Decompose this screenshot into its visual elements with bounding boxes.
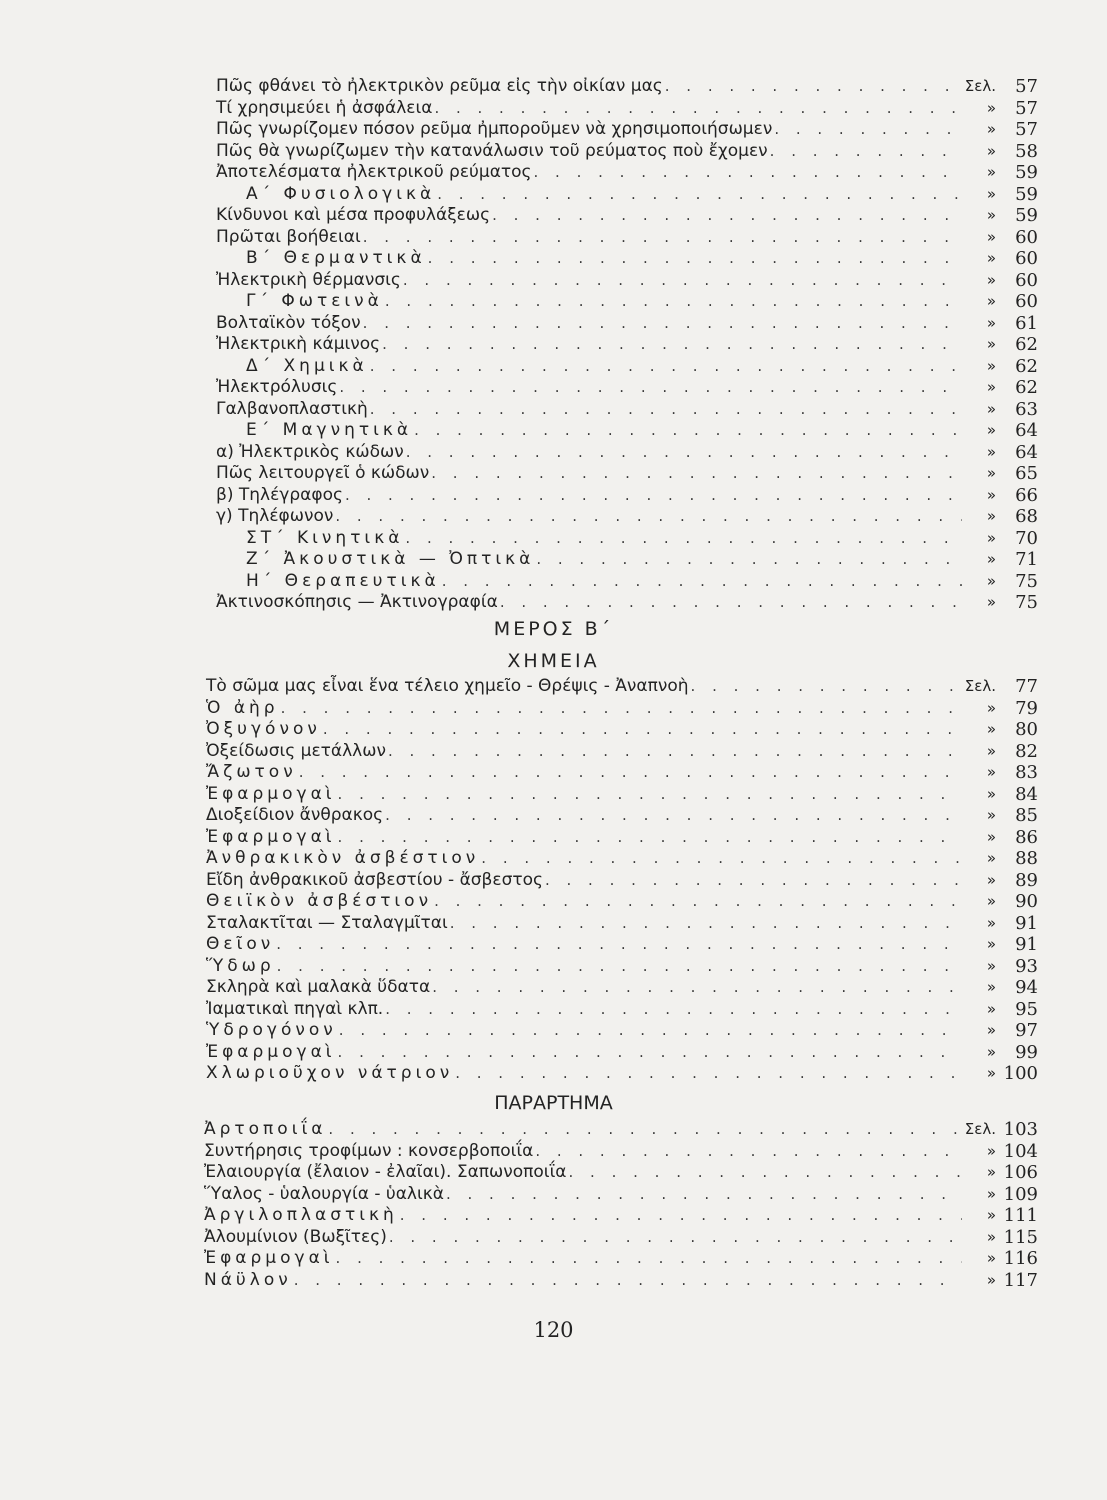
toc-entry: [206, 1020, 1038, 1042]
toc-entry-marker: »: [986, 528, 996, 547]
toc-entry: [204, 1270, 1038, 1292]
toc-entry: [204, 1205, 1038, 1227]
toc-entry-title: Ὁ ἀὴρ: [206, 697, 279, 718]
toc-entry: [216, 485, 1038, 507]
dot-leader: [455, 1063, 962, 1085]
dot-leader: [434, 891, 962, 913]
toc-entry-title: Ἠλεκτρικὴ θέρμανσις: [216, 269, 401, 290]
toc-entry-page: 115: [1003, 1226, 1038, 1248]
toc-entry: [206, 977, 1038, 999]
toc-entry-page: 95: [1015, 998, 1038, 1020]
dot-leader: [281, 698, 962, 720]
toc-entry-title: Ἀνθρακικὸν ἀσβέστιον: [206, 848, 480, 868]
toc-entry: [204, 1141, 1038, 1163]
toc-entry: [216, 141, 1038, 163]
toc-entry-page: 89: [1015, 869, 1038, 891]
toc-entry-marker: »: [986, 206, 996, 224]
toc-entry-title: Διοξείδιον ἄνθρακος: [206, 805, 384, 825]
dot-leader: [428, 248, 962, 270]
toc-entry: [216, 356, 1038, 378]
toc-entry-title: Ἀποτελέσματα ἠλεκτρικοῦ ρεύματος: [216, 162, 532, 182]
toc-entry-page: 65: [1015, 463, 1038, 484]
dot-leader: [665, 76, 962, 98]
toc-entry-marker: »: [986, 1064, 996, 1082]
toc-entry-marker: »: [986, 1021, 996, 1039]
toc-entry-title: ΣΤ΄ Κινητικὰ: [246, 527, 404, 548]
dot-leader: [299, 762, 962, 784]
dot-leader: [385, 999, 962, 1021]
dot-leader: [534, 162, 962, 184]
toc-entry: [206, 999, 1038, 1021]
toc-appendix: [204, 1119, 1038, 1291]
dot-leader: [336, 1248, 962, 1270]
toc-entry-title: Πῶς φθάνει τὸ ἠλεκτρικὸν ρεῦμα εἰς τὴν οἰκίαν μας: [216, 76, 663, 96]
toc-entry-marker: »: [986, 827, 996, 846]
toc-entry-page: 85: [1015, 805, 1038, 826]
toc-entry-title: Ὀξείδωσις μετάλλων: [206, 740, 386, 761]
part-b-heading: ΜΕΡΟΣ Β΄: [493, 618, 614, 640]
dot-leader: [446, 1184, 962, 1206]
toc-entry: [206, 848, 1038, 870]
toc-entry-title: γ) Τηλέφωνον: [216, 506, 334, 526]
toc-entry-title: Ἐφαρμογαὶ: [204, 1248, 334, 1268]
toc-entry-page: 60: [1015, 226, 1038, 248]
toc-entry: [206, 934, 1038, 956]
toc-entry-title: Ὕδωρ: [206, 955, 275, 976]
toc-entry: [216, 205, 1038, 227]
toc-entry-title: Α΄ Φυσιολογικὰ: [246, 183, 436, 204]
toc-entry: [216, 571, 1038, 593]
toc-entry-page: 59: [1015, 183, 1038, 205]
dot-leader: [385, 291, 962, 313]
toc-entry-page: 84: [1015, 783, 1038, 805]
toc-entry-page: 117: [1003, 1269, 1038, 1291]
dot-leader: [403, 270, 962, 292]
toc-entry-page: 62: [1015, 355, 1038, 377]
toc-entry-marker: »: [986, 163, 996, 181]
dot-leader: [277, 956, 962, 978]
dot-leader: [370, 399, 962, 421]
toc-entry: [216, 334, 1038, 356]
toc-entry: [204, 1184, 1038, 1206]
toc-entry: [216, 528, 1038, 550]
toc-entry: [206, 805, 1038, 827]
toc-entry-page: 109: [1003, 1183, 1038, 1205]
toc-entry-title: Πῶς λειτουργεῖ ὁ κώδων: [216, 463, 430, 483]
dot-leader: [323, 719, 962, 741]
toc-entry-page: 75: [1015, 592, 1038, 613]
toc-entry-page: 106: [1003, 1162, 1038, 1183]
toc-entry-marker: »: [986, 507, 996, 525]
toc-entry-page: 58: [1015, 140, 1038, 162]
toc-entry-marker: »: [986, 313, 996, 332]
dot-leader: [382, 334, 962, 356]
toc-entry: [206, 913, 1038, 935]
toc-entry-title: Ἐφαρμογαὶ: [206, 783, 336, 804]
toc-entry-marker: »: [986, 249, 996, 267]
toc-entry: [204, 1119, 1038, 1141]
toc-entry-title: Τὸ σῶμα μας εἶναι ἕνα τέλειο χημεῖο - Θρέψις - Ἀναπνοὴ: [206, 676, 689, 696]
dot-leader: [400, 1205, 962, 1227]
dot-leader: [370, 356, 962, 378]
toc-entry: [216, 119, 1038, 141]
toc-entry-marker: »: [986, 120, 996, 138]
toc-entry-page: 82: [1015, 740, 1038, 762]
toc-entry-title: β) Τηλέγραφος: [216, 484, 343, 505]
toc-entry-title: Ζ΄ Ἀκουστικὰ — Ὀπτικὰ: [246, 549, 535, 569]
toc-entry-title: Ὕαλος - ὑαλουργία - ὑαλικὰ: [204, 1183, 444, 1204]
toc-entry-page: 57: [1015, 119, 1038, 140]
dot-leader: [363, 227, 962, 249]
toc-entry-title: Ἀλουμίνιον (Βωξῖτες): [204, 1226, 387, 1247]
toc-entry: [206, 1042, 1038, 1064]
toc-entry: [206, 827, 1038, 849]
dot-leader: [481, 848, 962, 870]
toc-entry-title: Σταλακτῖται — Σταλαγμῖται: [206, 912, 448, 933]
toc-entry-page: 71: [1015, 549, 1038, 570]
dot-leader: [770, 141, 962, 163]
dot-leader: [338, 827, 962, 849]
toc-entry-marker: »: [986, 1184, 996, 1203]
dot-leader: [437, 184, 962, 206]
toc-entry-marker: »: [986, 550, 996, 568]
toc-entry-title: Ὑδρογόνον: [206, 1020, 337, 1040]
toc-entry-title: Γ΄ Φωτεινὰ: [246, 291, 383, 311]
toc-entry-marker: Σελ.: [964, 77, 996, 95]
dot-leader: [388, 741, 962, 763]
toc-entry-marker: »: [986, 1042, 996, 1061]
toc-entry-page: 80: [1015, 719, 1038, 740]
dot-leader: [774, 119, 962, 141]
toc-entry-marker: »: [986, 1163, 996, 1181]
toc-entry-title: Πῶς θὰ γνωρίζωμεν τὴν κατανάλωσιν τοῦ ρεύματος ποὺ ἔχομεν: [216, 140, 768, 161]
toc-entry-title: Βολταϊκὸν τόξον: [216, 312, 361, 333]
toc-entry-marker: »: [986, 485, 996, 504]
toc-entry-title: Ἀργιλοπλαστικὴ: [204, 1205, 398, 1225]
dot-leader: [500, 592, 962, 614]
toc-entry-page: 60: [1015, 291, 1038, 312]
toc-entry: [216, 162, 1038, 184]
toc-entry-page: 99: [1015, 1041, 1038, 1063]
toc-entry-page: 88: [1015, 848, 1038, 869]
dot-leader: [536, 549, 962, 571]
toc-entry: [206, 956, 1038, 978]
toc-entry-page: 62: [1015, 377, 1038, 398]
toc-entry-page: 116: [1003, 1248, 1038, 1269]
toc-entry: [216, 270, 1038, 292]
toc-entry-page: 77: [1015, 676, 1038, 697]
toc-entry-title: Ἠλεκτρόλυσις: [216, 377, 338, 397]
toc-entry-page: 91: [1015, 912, 1038, 934]
toc-entry-marker: »: [986, 292, 996, 310]
toc-entry: [206, 676, 1038, 698]
toc-entry-page: 91: [1015, 934, 1038, 955]
toc-entry-marker: »: [986, 98, 996, 117]
dot-leader: [338, 784, 962, 806]
toc-entry-page: 60: [1015, 248, 1038, 269]
toc-entry-marker: »: [986, 464, 996, 482]
dot-leader: [389, 1227, 962, 1249]
toc-entry-title: Κίνδυνοι καὶ μέσα προφυλάξεως: [216, 205, 491, 225]
toc-entry-marker: »: [986, 270, 996, 289]
dot-leader: [335, 506, 962, 528]
toc-entry-marker: »: [986, 892, 996, 910]
toc-entry-title: Η΄ Θεραπευτικὰ: [246, 570, 440, 591]
toc-entry-title: Β΄ Θερμαντικὰ: [246, 248, 426, 268]
dot-leader: [450, 913, 962, 935]
toc-entry-marker: »: [986, 935, 996, 953]
toc-entry-marker: »: [986, 784, 996, 803]
toc-entry-marker: Σελ.: [964, 677, 996, 695]
toc-entry-marker: »: [986, 227, 996, 246]
toc-entry-marker: »: [986, 741, 996, 760]
toc-entry-page: 63: [1015, 398, 1038, 420]
dot-leader: [431, 463, 962, 485]
toc-entry-title: Χλωριοῦχον νάτριον: [206, 1063, 454, 1083]
toc-entry-title: Γαλβανοπλαστικὴ: [216, 398, 368, 419]
toc-entry-page: 75: [1015, 570, 1038, 592]
toc-entry: [216, 592, 1038, 614]
toc-entry-page: 64: [1015, 420, 1038, 441]
toc-entry-title: Συντήρησις τροφίμων : κονσερβοποιΐα: [204, 1140, 534, 1161]
toc-entry: [216, 506, 1038, 528]
toc-entry-page: 97: [1015, 1020, 1038, 1041]
toc-entry-marker: »: [986, 698, 996, 717]
dot-leader: [545, 870, 962, 892]
dot-leader: [442, 571, 962, 593]
toc-entry-marker: »: [986, 1206, 996, 1224]
toc-entry-title: Ἐλαιουργία (ἔλαιον - ἐλαῖαι). Σαπωνοποιΐα: [204, 1162, 567, 1182]
toc-entry: [206, 698, 1038, 720]
toc-entry-marker: »: [986, 999, 996, 1018]
toc-entry-page: 104: [1003, 1140, 1038, 1162]
toc-entry: [206, 891, 1038, 913]
toc-entry: [216, 463, 1038, 485]
toc-entry-page: 90: [1015, 891, 1038, 912]
dot-leader: [535, 1141, 962, 1163]
toc-entry-title: Ἰαματικαὶ πηγαὶ κλπ.: [206, 998, 384, 1019]
toc-entry: [206, 741, 1038, 763]
toc-entry-title: Ὀξυγόνον: [206, 719, 321, 739]
toc-entry-page: 59: [1015, 162, 1038, 183]
appendix-heading: ΠΑΡΑΡΤΗΜΑ: [494, 1092, 613, 1114]
toc-entry-page: 61: [1015, 312, 1038, 334]
toc-entry: [216, 98, 1038, 120]
toc-entry: [206, 1063, 1038, 1085]
toc-entry-title: α) Ἠλεκτρικὸς κώδων: [216, 441, 404, 462]
toc-entry: [204, 1248, 1038, 1270]
toc-entry-title: Ε΄ Μαγνητικὰ: [246, 420, 413, 440]
toc-entry-marker: »: [986, 978, 996, 996]
toc-entry: [206, 870, 1038, 892]
toc-entry: [216, 291, 1038, 313]
toc-entry-page: 94: [1015, 977, 1038, 998]
toc-entry-title: Ἀκτινοσκόπησις — Ἀκτινογραφία: [216, 592, 498, 612]
toc-entry-page: 57: [1015, 97, 1038, 119]
dot-leader: [276, 934, 962, 956]
toc-entry-page: 66: [1015, 484, 1038, 506]
toc-entry-title: Ἐφαρμογαὶ: [206, 826, 336, 847]
toc-entry-marker: Σελ.: [964, 1120, 996, 1138]
toc-entry: [216, 442, 1038, 464]
toc-entry-marker: »: [986, 571, 996, 590]
dot-leader: [339, 1020, 962, 1042]
toc-entry-title: Πρῶται βοήθειαι: [216, 226, 361, 247]
dot-leader: [338, 1042, 962, 1064]
toc-entry: [204, 1162, 1038, 1184]
dot-leader: [691, 676, 962, 698]
toc-entry: [216, 420, 1038, 442]
toc-entry-marker: »: [986, 870, 996, 889]
toc-entry-marker: »: [986, 1141, 996, 1160]
toc-entry-page: 79: [1015, 697, 1038, 719]
toc-entry-marker: »: [986, 141, 996, 160]
toc-entry: [216, 549, 1038, 571]
toc-entry-title: Θειϊκὸν ἀσβέστιον: [206, 891, 433, 911]
toc-entry-marker: »: [986, 849, 996, 867]
dot-leader: [569, 1162, 962, 1184]
toc-entry-marker: »: [986, 913, 996, 932]
chemistry-heading: ΧΗΜΕΙΑ: [507, 650, 600, 672]
toc-entry-marker: »: [986, 1249, 996, 1267]
toc-entry-title: Τί χρησιμεύει ἡ ἀσφάλεια: [216, 97, 433, 118]
toc-entry-marker: »: [986, 763, 996, 781]
toc-entry-page: 83: [1015, 762, 1038, 783]
toc-entry-marker: »: [986, 442, 996, 461]
dot-leader: [294, 1270, 962, 1292]
toc-entry-marker: »: [986, 720, 996, 738]
dot-leader: [328, 1119, 962, 1141]
toc-entry-title: Ἐφαρμογαὶ: [206, 1041, 336, 1062]
toc-entry-marker: »: [986, 378, 996, 396]
toc-entry-marker: »: [986, 1270, 996, 1289]
toc-entry-title: Δ΄ Χημικὰ: [246, 355, 368, 376]
toc-entry-page: 70: [1015, 527, 1038, 549]
dot-leader: [385, 805, 962, 827]
toc-entry: [216, 313, 1038, 335]
toc-entry-marker: »: [986, 593, 996, 611]
toc-entry-page: 62: [1015, 334, 1038, 355]
toc-entry: [216, 377, 1038, 399]
toc-entry-title: Ἠλεκτρικὴ κάμινος: [216, 334, 381, 354]
dot-leader: [363, 313, 962, 335]
toc-entry-title: Θεῖον: [206, 934, 275, 954]
toc-entry-marker: »: [986, 356, 996, 375]
toc-entry-page: 111: [1003, 1205, 1038, 1226]
toc-entry: [216, 76, 1038, 98]
dot-leader: [345, 485, 962, 507]
toc-entry: [216, 248, 1038, 270]
toc-entry: [216, 399, 1038, 421]
toc-entry-page: 59: [1015, 205, 1038, 226]
toc-entry-page: 64: [1015, 441, 1038, 463]
toc-entry-title: Ἀρτοποιΐα: [204, 1119, 327, 1139]
toc-entry: [204, 1227, 1038, 1249]
toc-entry-title: Πῶς γνωρίζομεν πόσον ρεῦμα ἠμποροῦμεν νὰ χρησιμοποιήσωμεν: [216, 119, 773, 139]
toc-entry-page: 100: [1003, 1063, 1038, 1084]
dot-leader: [405, 528, 962, 550]
toc-entry-marker: »: [986, 806, 996, 824]
toc-entry-title: Νάϋλον: [204, 1269, 292, 1290]
toc-entry: [216, 227, 1038, 249]
toc-entry-marker: »: [986, 184, 996, 203]
dot-leader: [414, 420, 962, 442]
toc-part-a: [216, 76, 1038, 614]
toc-entry: [206, 762, 1038, 784]
toc-entry-marker: »: [986, 335, 996, 353]
dot-leader: [492, 205, 962, 227]
page-number: 120: [533, 1318, 574, 1342]
toc-part-b: [206, 676, 1038, 1085]
toc-entry-title: Εἴδη ἀνθρακικοῦ ἀσβεστίου - ἄσβεστος: [206, 869, 543, 890]
toc-entry-marker: »: [986, 956, 996, 975]
toc-entry: [206, 784, 1038, 806]
toc-entry-marker: »: [986, 421, 996, 439]
dot-leader: [432, 977, 962, 999]
toc-entry-page: 60: [1015, 269, 1038, 291]
toc-entry-page: 68: [1015, 506, 1038, 527]
toc-entry-page: 103: [1003, 1119, 1038, 1140]
toc-entry-marker: »: [986, 399, 996, 418]
toc-entry-page: 93: [1015, 955, 1038, 977]
toc-entry: [206, 719, 1038, 741]
toc-entry-page: 57: [1015, 76, 1038, 97]
dot-leader: [406, 442, 962, 464]
toc-entry-page: 86: [1015, 826, 1038, 848]
dot-leader: [434, 98, 962, 120]
toc-entry-title: Σκληρὰ καὶ μαλακὰ ὕδατα: [206, 977, 431, 997]
toc-entry-marker: »: [986, 1227, 996, 1246]
dot-leader: [339, 377, 962, 399]
toc-entry-title: Ἄζωτον: [206, 762, 297, 782]
toc-entry: [216, 184, 1038, 206]
